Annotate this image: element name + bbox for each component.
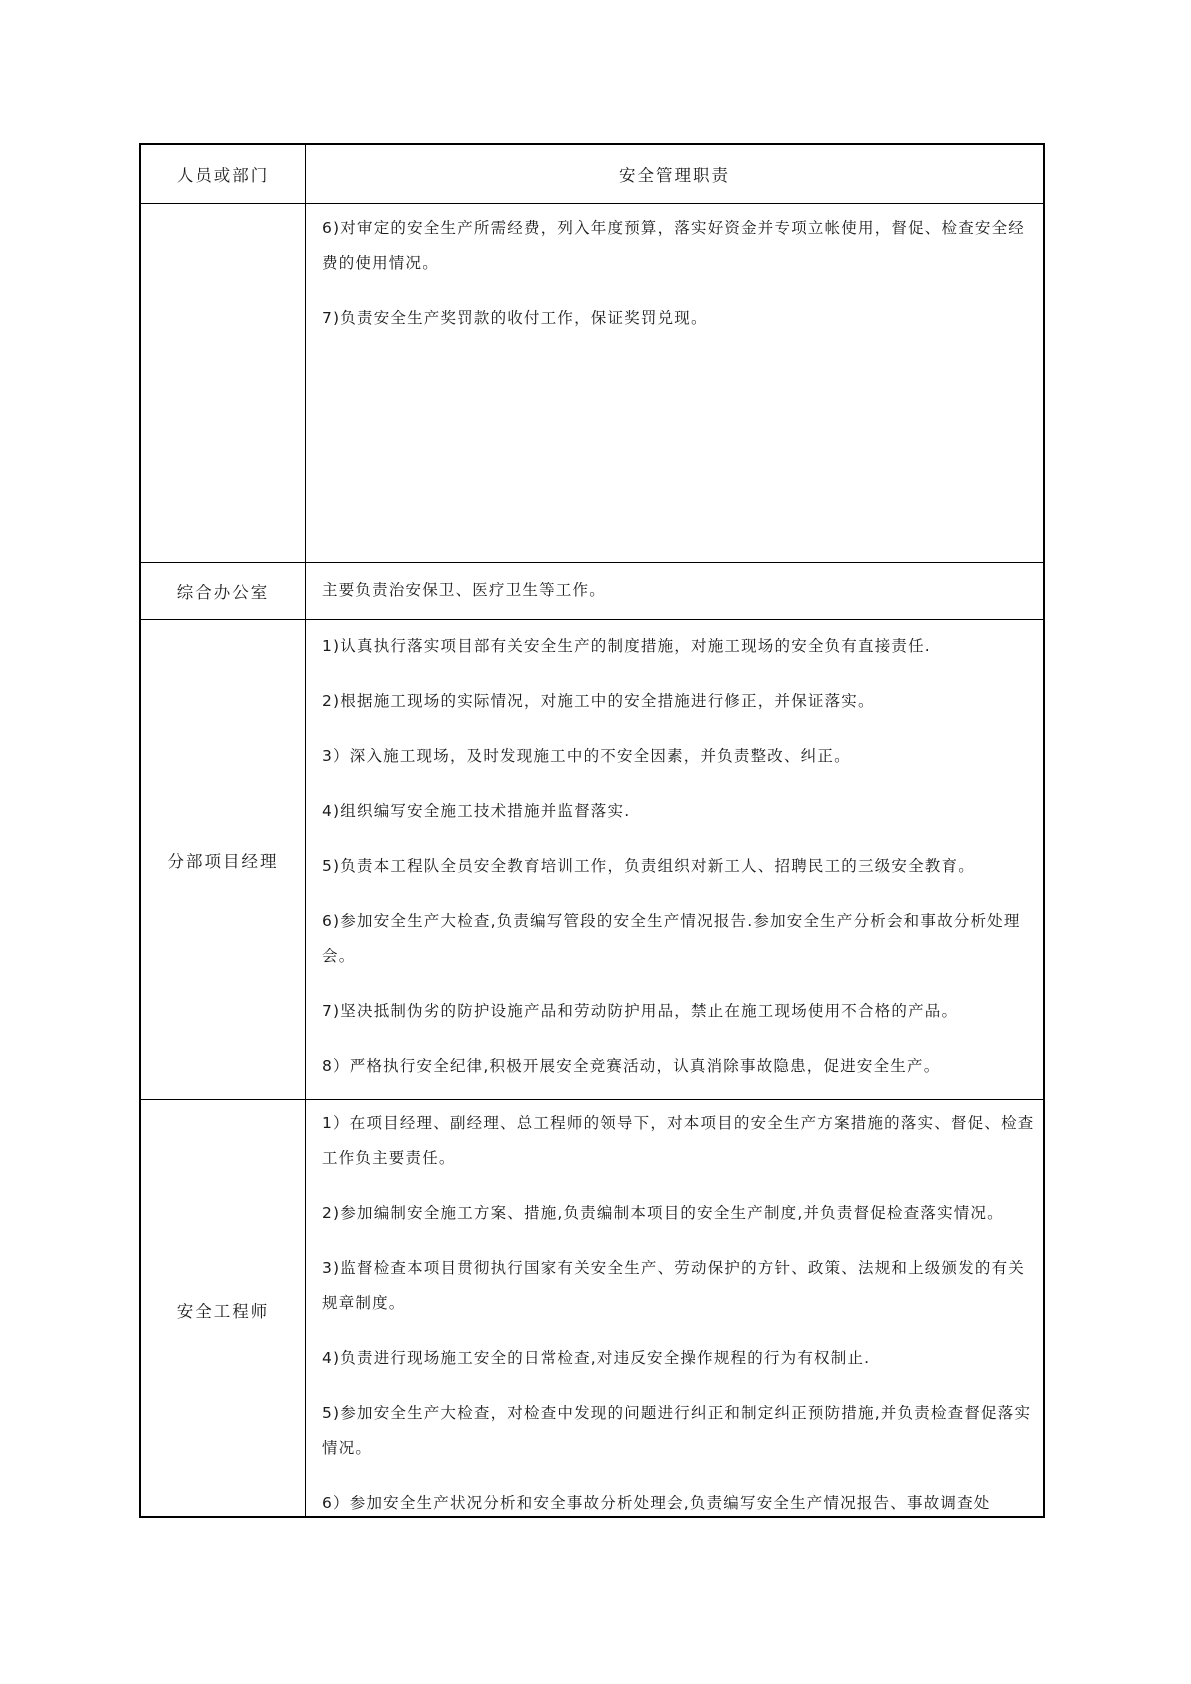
duty-item: 2)参加编制安全施工方案、措施,负责编制本项目的安全生产制度,并负责督促检查落实情况。 — [322, 1204, 1004, 1222]
duty-item: 6)对审定的安全生产所需经费，列入年度预算，落实好资金并专项立帐使用，督促、检查安全经费的使用情况。 — [322, 219, 1026, 272]
role-label: 分部项目经理 — [167, 852, 279, 871]
duty-item: 4)组织编写安全施工技术措施并监督落实. — [322, 802, 631, 820]
header-duty-label: 安全管理职责 — [619, 166, 730, 185]
duty-item: 1）在项目经理、副经理、总工程师的领导下，对本项目的安全生产方案措施的落实、督促、检查工作负主要责任。 — [322, 1114, 1035, 1167]
duty-cell — [306, 211, 1043, 356]
duty-item: 3）深入施工现场，及时发现施工中的不安全因素，并负责整改、纠正。 — [322, 747, 851, 765]
duty-item: 5)负责本工程队全员安全教育培训工作，负责组织对新工人、招聘民工的三级安全教育。 — [322, 857, 975, 875]
role-label: 综合办公室 — [176, 583, 270, 602]
duty-item: 8）严格执行安全纪律,积极开展安全竞赛活动，认真消除事故隐患，促进安全生产。 — [322, 1057, 941, 1075]
duty-item: 主要负责治安保卫、医疗卫生等工作。 — [322, 581, 606, 599]
responsibility-table — [139, 143, 1045, 1518]
header-role-label: 人员或部门 — [176, 166, 270, 185]
role-cell — [141, 563, 305, 619]
duty-item: 7)坚决抵制伪劣的防护设施产品和劳动防护用品，禁止在施工现场使用不合格的产品。 — [322, 1002, 959, 1020]
duty-item: 2)根据施工现场的实际情况，对施工中的安全措施进行修正，并保证落实。 — [322, 692, 875, 710]
role-cell — [141, 620, 305, 1100]
duty-item: 5)参加安全生产大检查，对检查中发现的问题进行纠正和制定纠正预防措施,并负责检查督促落实情况。 — [322, 1404, 1032, 1457]
role-cell — [141, 204, 305, 584]
duty-item: 3)监督检查本项目贯彻执行国家有关安全生产、劳动保护的方针、政策、法规和上级颁发的有关规章制度。 — [322, 1259, 1026, 1312]
duty-item: 6)参加安全生产大检查,负责编写管段的安全生产情况报告.参加安全生产分析会和事故分析处理会。 — [322, 912, 1021, 965]
header-role-cell — [141, 145, 305, 203]
role-cell — [141, 1100, 305, 1520]
duty-item: 1)认真执行落实项目部有关安全生产的制度措施，对施工现场的安全负有直接责任. — [322, 637, 931, 655]
header-duty-cell — [306, 145, 1043, 203]
duty-cell — [306, 629, 1043, 1104]
duty-item: 4)负责进行现场施工安全的日常检查,对违反安全操作规程的行为有权制止. — [322, 1349, 871, 1367]
duty-cell — [306, 1106, 1043, 1541]
duty-item: 7)负责安全生产奖罚款的收付工作，保证奖罚兑现。 — [322, 309, 708, 327]
duty-item: 6）参加安全生产状况分析和安全事故分析处理会,负责编写安全生产情况报告、事故调查处 — [322, 1494, 991, 1512]
role-label: 安全工程师 — [176, 1302, 270, 1321]
